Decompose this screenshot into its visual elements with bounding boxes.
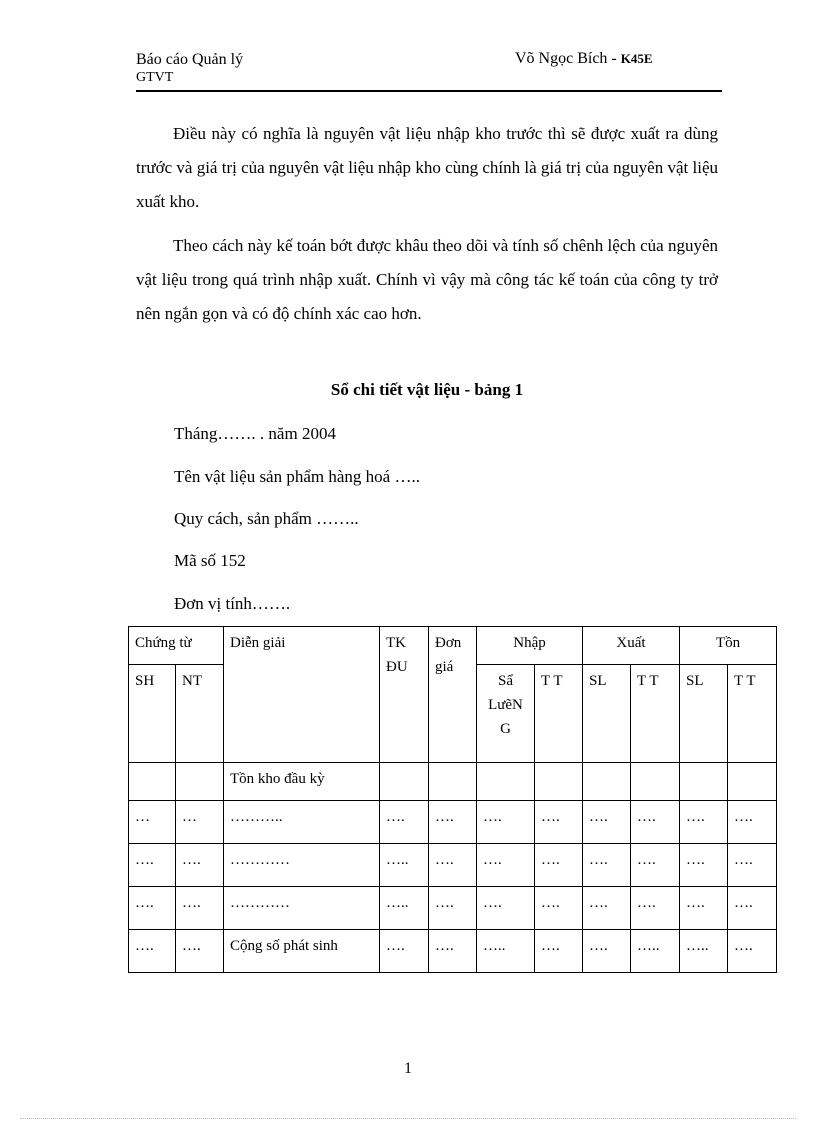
table-cell: … [129, 801, 176, 844]
table-cell: …. [728, 887, 777, 930]
header-xuat-sl: SL [583, 665, 631, 763]
ledger-body [129, 763, 777, 973]
table-cell: …. [429, 801, 477, 844]
table-title: Sổ chi tiết vật liệu - bảng 1 [330, 380, 524, 399]
table-cell [429, 763, 477, 801]
table-cell [680, 763, 728, 801]
table-cell: …. [176, 887, 224, 930]
table-cell: …. [477, 844, 535, 887]
field-unit: Đơn vị tính……. [174, 594, 291, 613]
table-cell: …. [583, 887, 631, 930]
table-cell: …. [477, 887, 535, 930]
table-row [129, 801, 777, 844]
table-cell [631, 763, 680, 801]
table-cell: …. [583, 844, 631, 887]
header-report-subtitle: GTVT [136, 70, 174, 85]
table-cell: …. [680, 801, 728, 844]
paragraph-1: Điều này có nghĩa là nguyên vật liệu nhập kho trước thì sẽ được xuất ra dùng trước và giá trị của nguyên vật liệu nhập kho cùng chính là giá trị của nguyên vật liệu xuất kho. [136, 124, 718, 211]
header-sh: SH [129, 665, 176, 763]
header-chung-tu: Chứng từ [129, 627, 224, 665]
table-cell: …. [728, 844, 777, 887]
header-dien-giai: Diễn giải [224, 627, 380, 763]
header-nhap-tt: T T [535, 665, 583, 763]
header-right [515, 50, 653, 68]
table-cell: …. [535, 930, 583, 973]
field-spec: Quy cách, sản phẩm …….. [174, 509, 359, 528]
table-cell: ……….. [224, 801, 380, 844]
header-left [136, 50, 243, 86]
header-tk-du: TK ĐU [380, 627, 429, 763]
paragraph-2: Theo cách này kế toán bớt được khâu theo dõi và tính số chênh lệch của nguyên vật liệu trong quá trình nhập xuất. Chính vì vậy mà công tác kế toán của công ty trở nên ngắn gọn và có độ chính xác cao hơn. [136, 236, 718, 323]
header-ton: Tồn [680, 627, 777, 665]
table-cell: ….. [631, 930, 680, 973]
footer-divider [20, 1118, 796, 1119]
table-cell: …. [176, 930, 224, 973]
table-cell [728, 763, 777, 801]
header-don-gia: Đơn giá [429, 627, 477, 763]
table-cell: …. [176, 844, 224, 887]
table-cell: …. [535, 887, 583, 930]
header-report-title: Báo cáo Quản lý [136, 51, 244, 68]
table-cell: …. [129, 887, 176, 930]
header-nhap-sl: Sẩ LưẽN G [477, 665, 535, 763]
table-cell [583, 763, 631, 801]
header-nhap: Nhập [477, 627, 583, 665]
table-cell: ….. [380, 844, 429, 887]
table-row [129, 844, 777, 887]
table-cell: …. [680, 887, 728, 930]
table-cell: …. [477, 801, 535, 844]
field-code: Mã số 152 [174, 551, 246, 570]
table-cell: ….. [380, 887, 429, 930]
table-cell: …. [129, 930, 176, 973]
table-cell: …. [631, 844, 680, 887]
field-month: Tháng……. . năm 2004 [174, 424, 336, 443]
table-cell [535, 763, 583, 801]
ledger-table [128, 626, 777, 973]
table-cell: ….. [477, 930, 535, 973]
field-material-name: Tên vật liệu sản phẩm hàng hoá ….. [174, 467, 420, 486]
table-cell [176, 763, 224, 801]
table-cell [477, 763, 535, 801]
table-cell [129, 763, 176, 801]
table-row [129, 887, 777, 930]
table-cell: …. [728, 801, 777, 844]
table-cell: Cộng số phát sinh [224, 930, 380, 973]
header-ton-sl: SL [680, 665, 728, 763]
table-cell: …. [680, 844, 728, 887]
table-cell: …. [631, 801, 680, 844]
table-cell: …. [380, 930, 429, 973]
table-cell: …. [583, 801, 631, 844]
table-cell [380, 763, 429, 801]
table-row [129, 930, 777, 973]
table-cell: …. [429, 844, 477, 887]
table-cell: …. [429, 930, 477, 973]
table-cell: … [176, 801, 224, 844]
table-cell: …. [583, 930, 631, 973]
table-cell: Tồn kho đầu kỳ [224, 763, 380, 801]
header-class-code: K45E [620, 51, 653, 66]
page-number: 1 [404, 1060, 412, 1077]
table-cell: …. [631, 887, 680, 930]
table-cell: …. [728, 930, 777, 973]
header-xuat-tt: T T [631, 665, 680, 763]
table-cell: …. [429, 887, 477, 930]
table-cell: …. [535, 801, 583, 844]
table-cell: …. [380, 801, 429, 844]
header-ton-tt: T T [728, 665, 777, 763]
header-divider [136, 90, 722, 92]
header-nt: NT [176, 665, 224, 763]
table-cell: ………… [224, 887, 380, 930]
table-row [129, 763, 777, 801]
header-xuat: Xuất [583, 627, 680, 665]
table-cell: …. [129, 844, 176, 887]
header-author: Võ Ngọc Bích - [515, 50, 617, 67]
table-cell: ….. [680, 930, 728, 973]
table-cell: …. [535, 844, 583, 887]
table-cell: ………… [224, 844, 380, 887]
